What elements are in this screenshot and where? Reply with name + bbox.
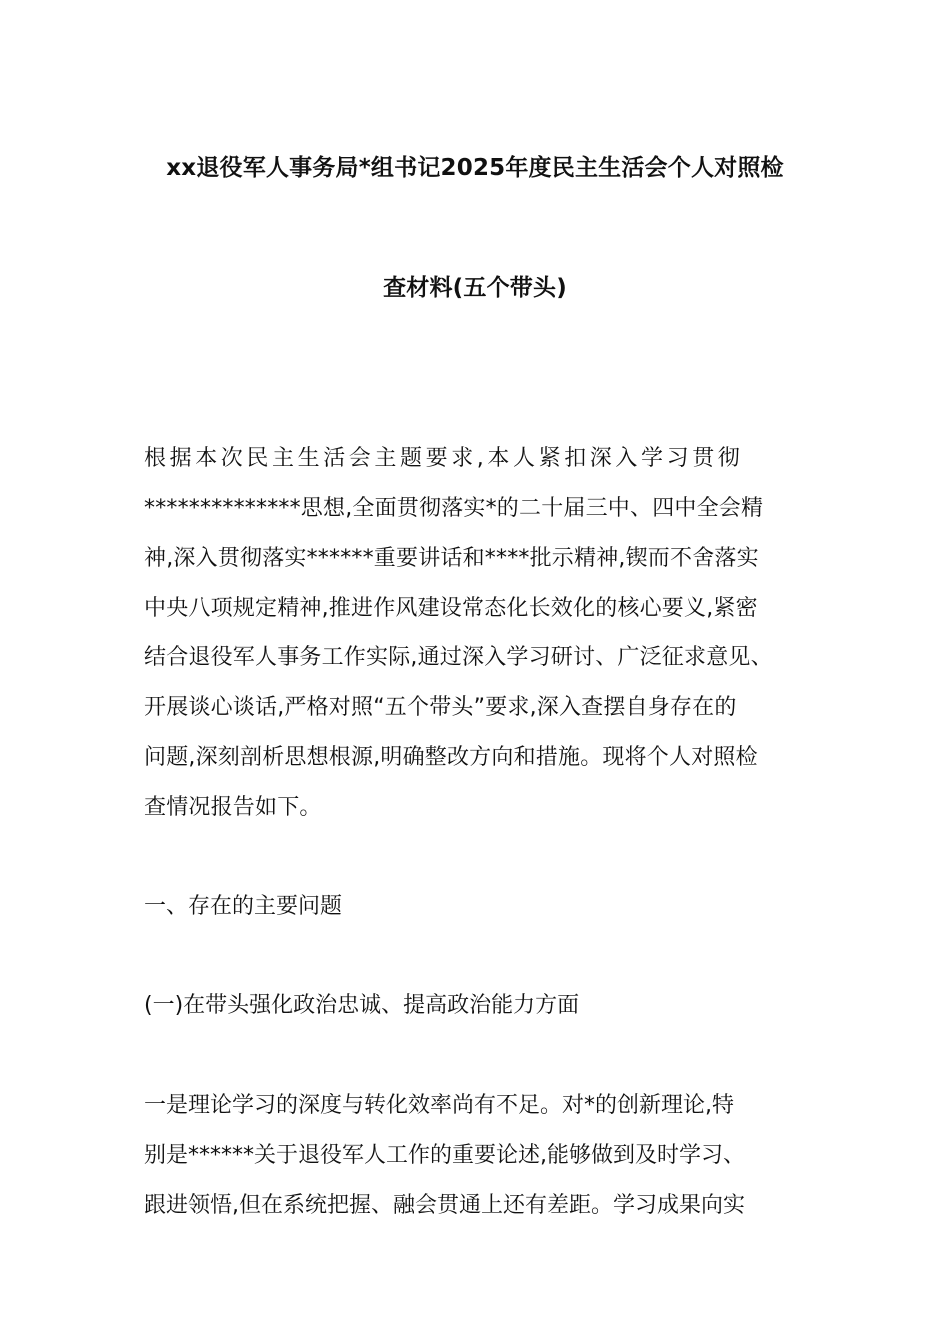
intro-paragraph-line: 根据本次民主生活会主题要求,本人紧扣深入学习贯彻 [144,446,744,471]
document-title-line-2: 查材料(五个带头) [383,275,567,301]
section-heading: 一、存在的主要问题 [144,894,343,919]
point-paragraph-line: 跟进领悟,但在系统把握、融会贯通上还有差距。学习成果向实 [144,1193,745,1218]
intro-paragraph-line: 结合退役军人事务工作实际,通过深入学习研讨、广泛征求意见、 [144,645,773,670]
intro-paragraph-line: **************思想,全面贯彻落实*的二十届三中、四中全会精 [144,496,764,521]
point-paragraph-line: 别是******关于退役军人工作的重要论述,能够做到及时学习、 [144,1143,745,1168]
intro-paragraph-line: 神,深入贯彻落实******重要讲话和****批示精神,锲而不舍落实 [144,546,759,571]
point-paragraph-line: 一是理论学习的深度与转化效率尚有不足。对*的创新理论,特 [144,1093,734,1118]
document-title-line-1: xx退役军人事务局*组书记2025年度民主生活会个人对照检 [166,155,784,181]
subsection-heading: (一)在带头强化政治忠诚、提高政治能力方面 [144,993,580,1018]
intro-paragraph-line: 开展谈心谈话,严格对照“五个带头”要求,深入查摆自身存在的 [144,695,737,720]
intro-paragraph-line: 问题,深刻剖析思想根源,明确整改方向和措施。现将个人对照检 [144,745,758,770]
intro-paragraph-line: 中央八项规定精神,推进作风建设常态化长效化的核心要义,紧密 [144,596,758,621]
intro-paragraph-line: 查情况报告如下。 [144,795,322,820]
